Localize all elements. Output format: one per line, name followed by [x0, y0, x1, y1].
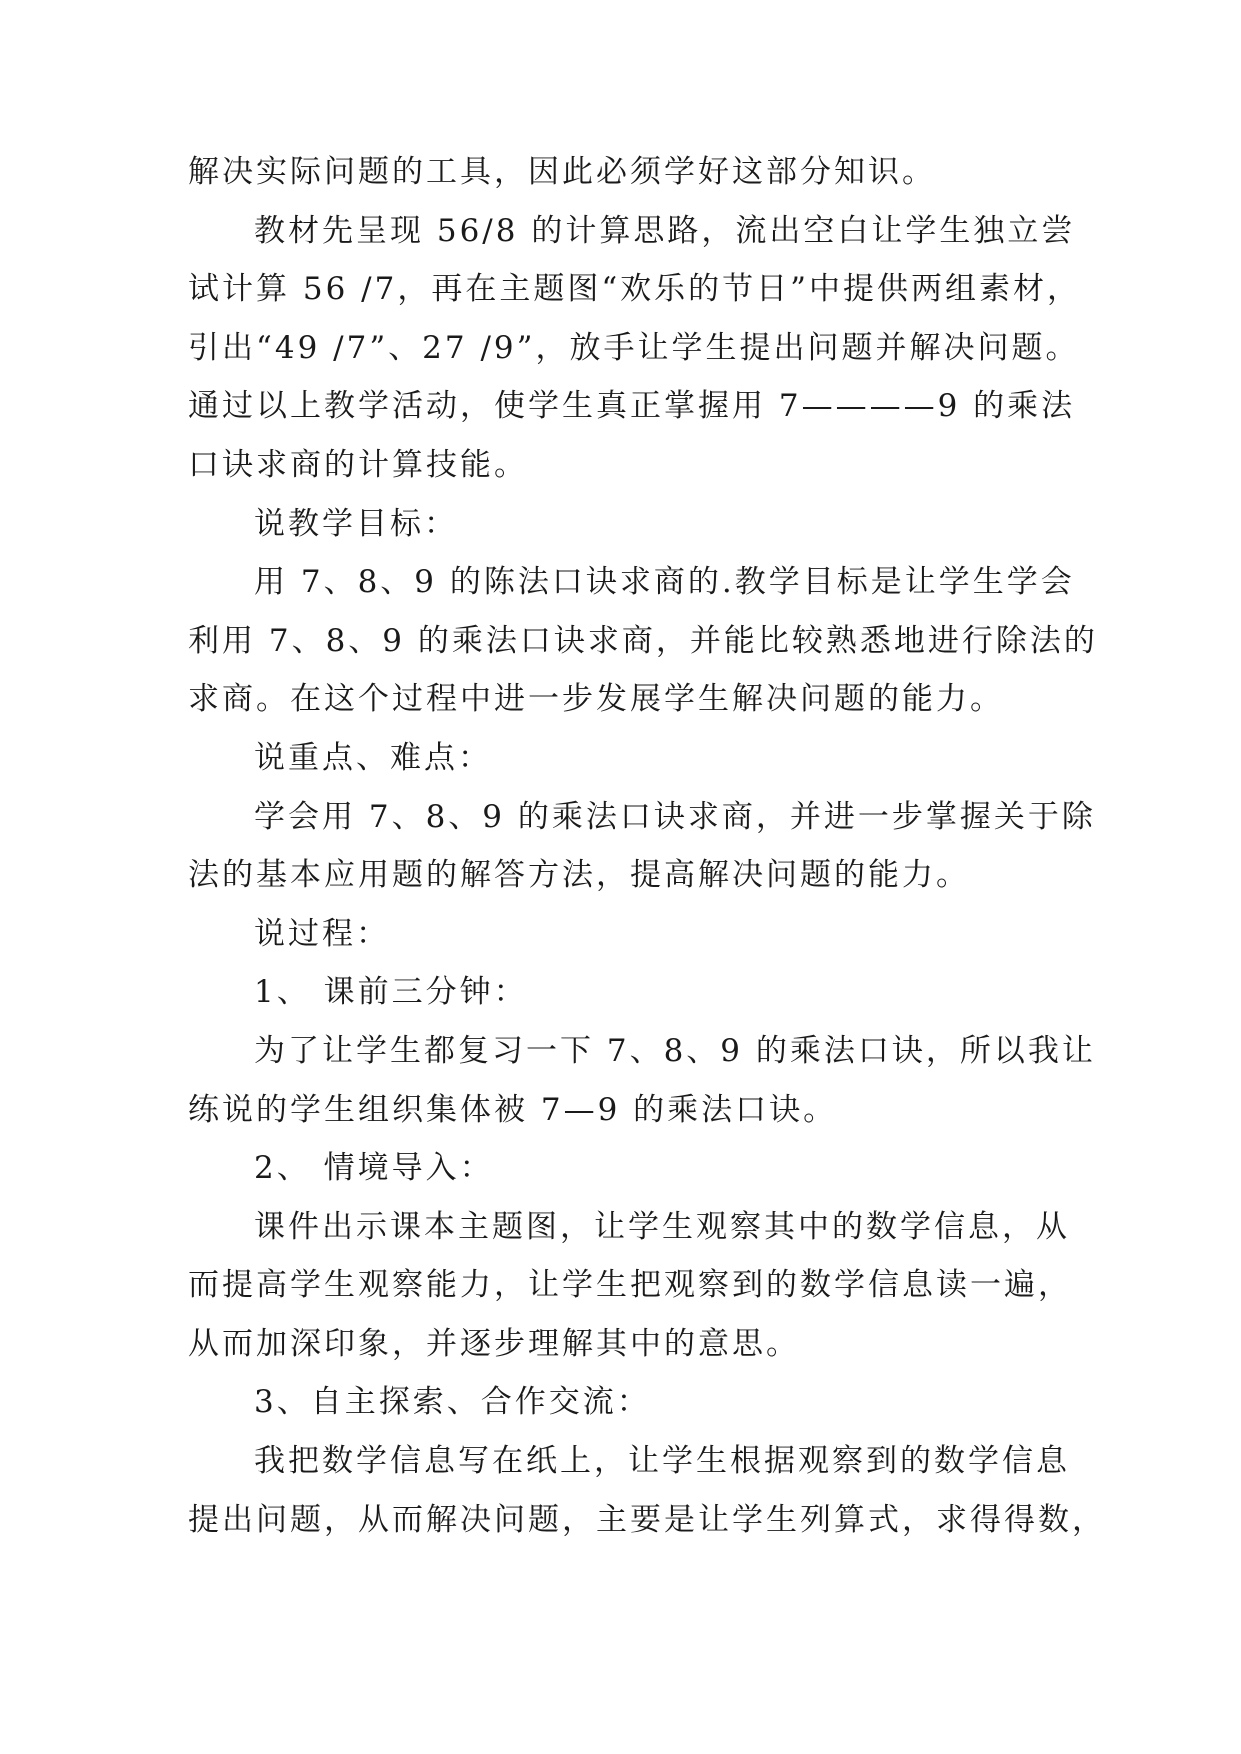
text-line: 解决实际问题的工具，因此必须学好这部分知识。 [188, 154, 936, 190]
text-line: 求商。在这个过程中进一步发展学生解决问题的能力。 [188, 681, 1004, 718]
text-line: 通过以上教学活动，使学生真正掌握用 7————9 的乘法 [188, 388, 1076, 425]
section-heading: 说重点、难点： [254, 739, 492, 776]
text-line: 利用 7、8、9 的乘法口诀求商，并能比较熟悉地进行除法的 [188, 622, 1098, 659]
section-heading: 说过程： [254, 915, 390, 952]
text-line: 从而加深印象，并逐步理解其中的意思。 [188, 1325, 800, 1362]
step-heading: 1、 课前三分钟： [254, 974, 528, 1011]
text-line: 练说的学生组织集体被 7—9 的乘法口诀。 [188, 1091, 838, 1128]
text-line: 用 7、8、9 的陈法口诀求商的.教学目标是让学生学会 [254, 564, 1075, 601]
text-line: 我把数学信息写在纸上，让学生根据观察到的数学信息 [254, 1443, 1070, 1480]
text-line: 学会用 7、8、9 的乘法口诀求商，并进一步掌握关于除 [254, 798, 1096, 835]
text-line: 为了让学生都复习一下 7、8、9 的乘法口诀，所以我让 [254, 1032, 1096, 1069]
text-line: 提出问题，从而解决问题，主要是让学生列算式，求得得数， [188, 1501, 1106, 1538]
section-heading: 说教学目标： [254, 505, 458, 542]
text-line: 法的基本应用题的解答方法，提高解决问题的能力。 [188, 857, 970, 894]
step-heading: 3、自主探索、合作交流： [254, 1384, 651, 1421]
text-line: 试计算 56 /7，再在主题图“欢乐的节日”中提供两组素材， [188, 271, 1082, 308]
step-heading: 2、 情境导入： [254, 1150, 494, 1187]
text-line: 口诀求商的计算技能。 [188, 446, 528, 483]
text-line: 课件出示课本主题图，让学生观察其中的数学信息，从 [254, 1208, 1070, 1245]
text-line: 而提高学生观察能力，让学生把观察到的数学信息读一遍， [188, 1267, 1072, 1304]
text-line: 教材先呈现 56/8 的计算思路，流出空白让学生独立尝 [254, 212, 1076, 249]
text-line: 引出“49 /7”、27 /9”，放手让学生提出问题并解决问题。 [188, 329, 1080, 366]
